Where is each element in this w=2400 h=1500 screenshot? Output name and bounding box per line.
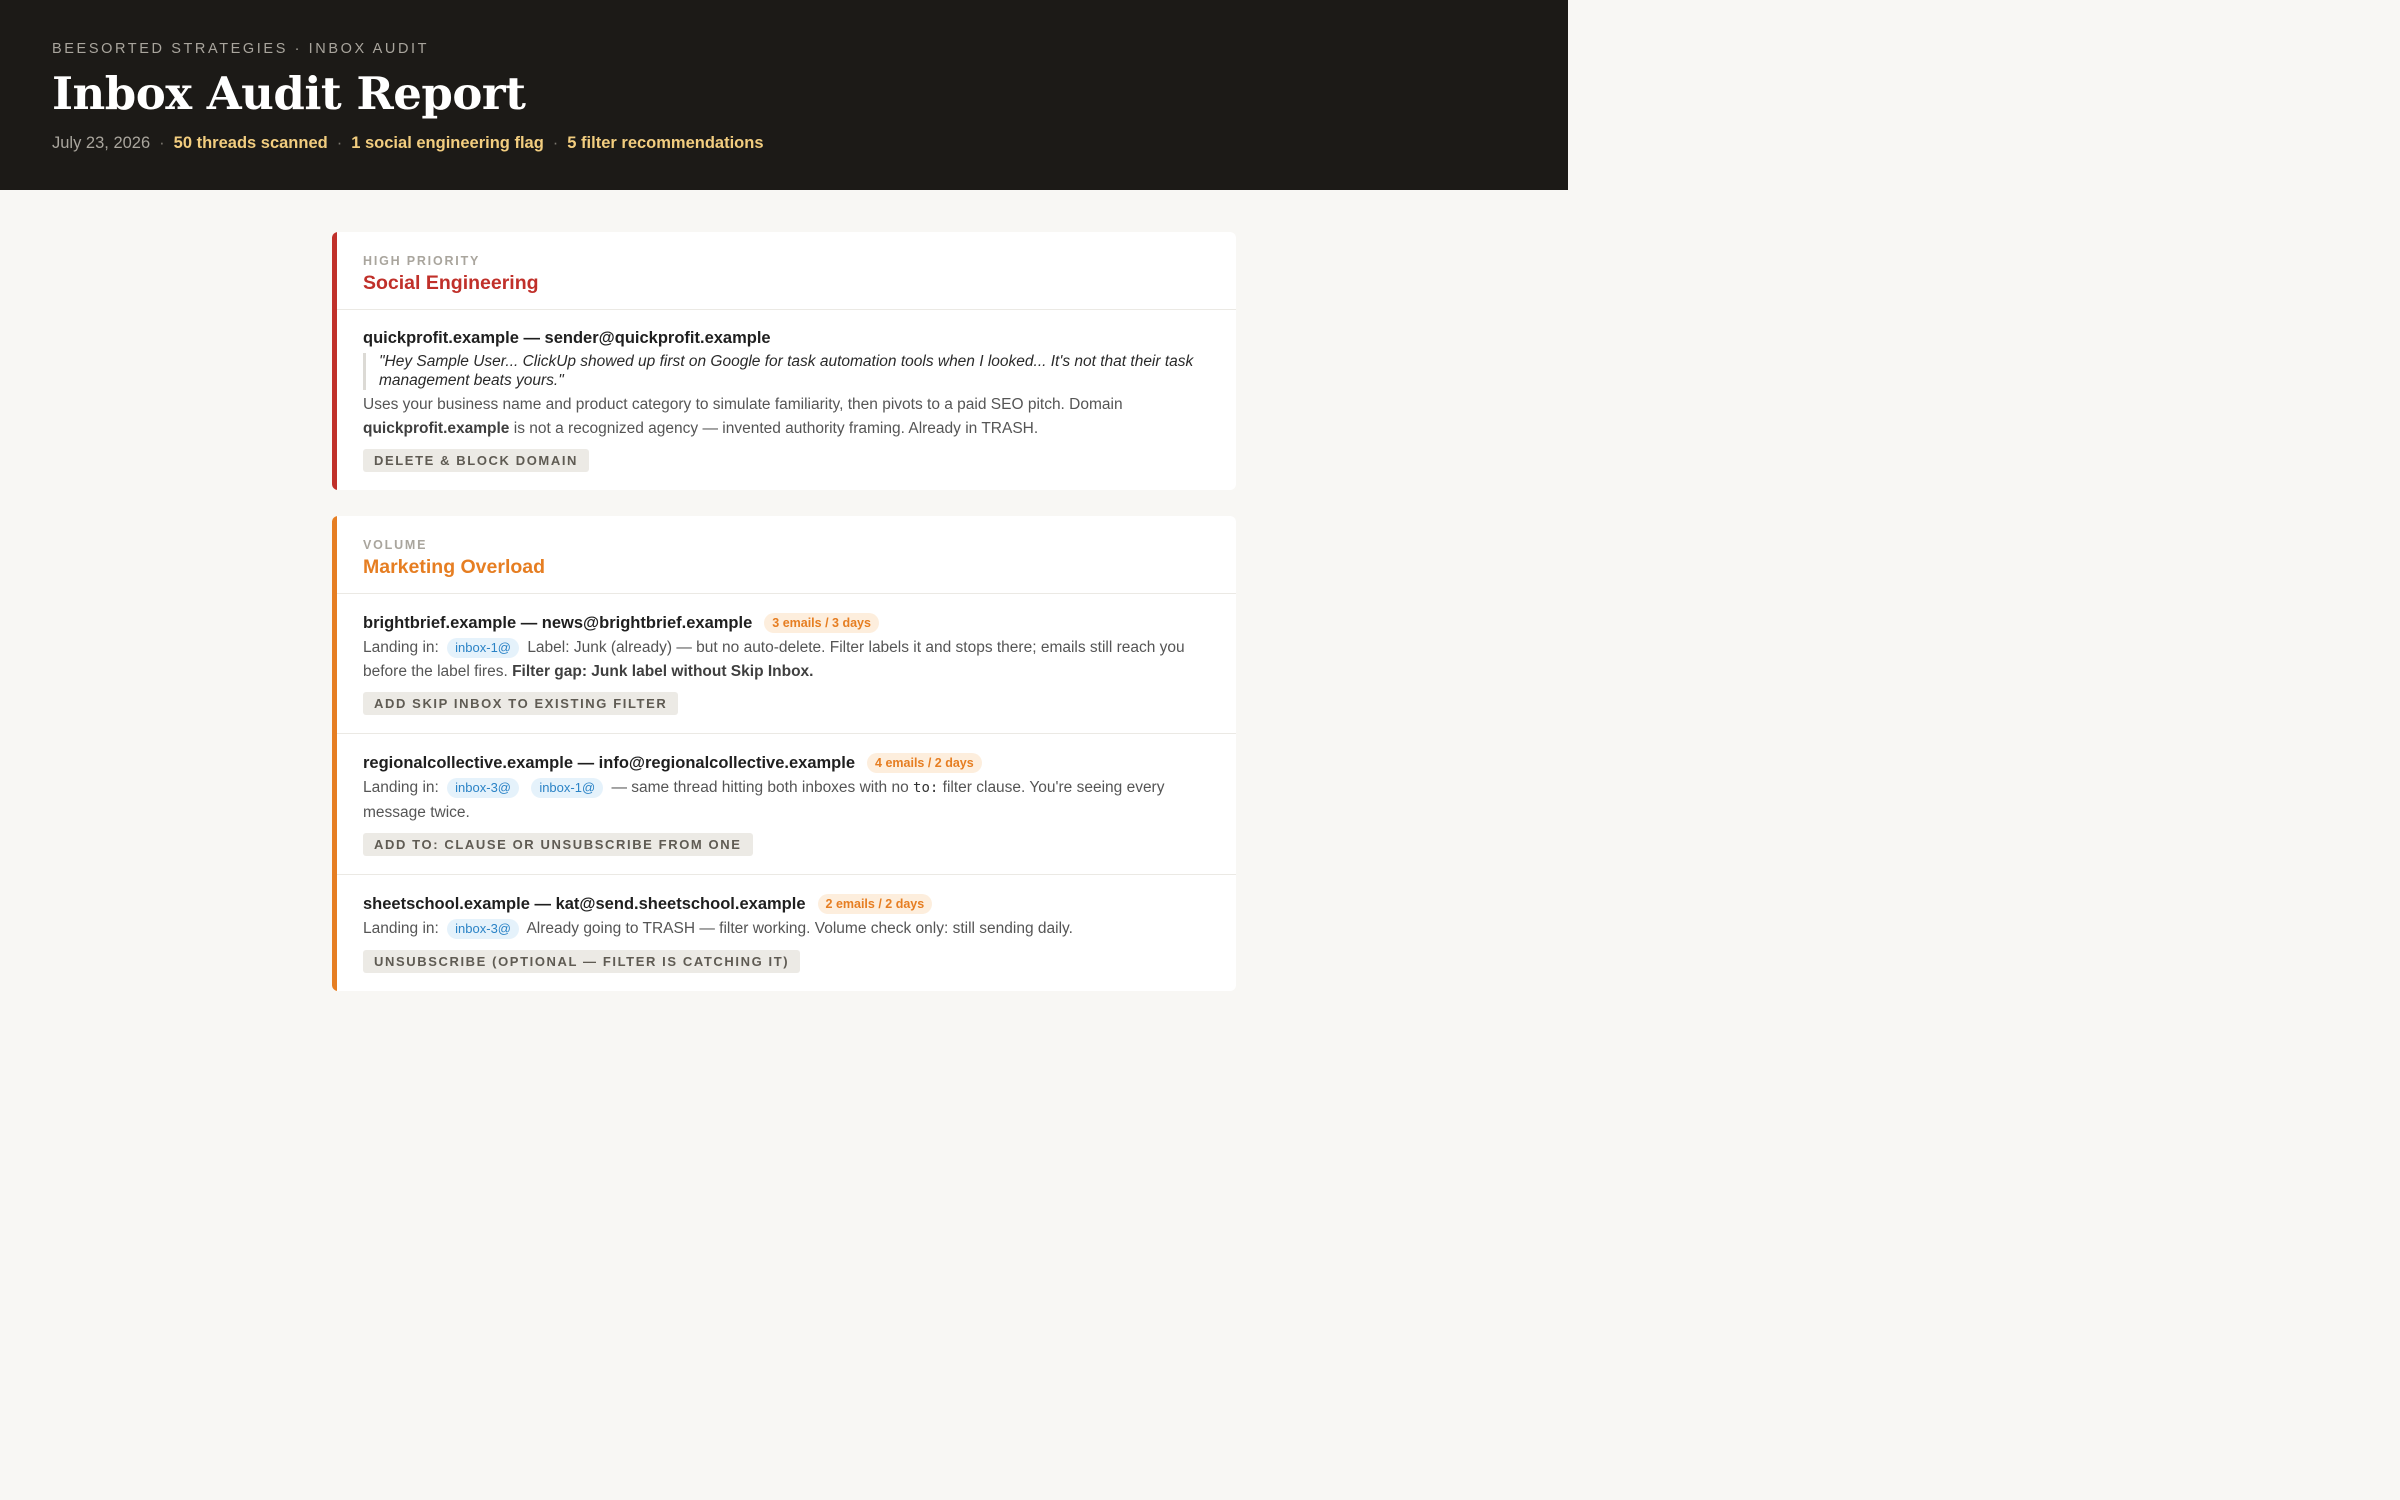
delete-block-domain-button[interactable]: DELETE & BLOCK DOMAIN [363,449,589,472]
description-text: Label: Junk (already) — but no auto-delete. Filter labels it and stops there; emails still reach you before the label fires. [363,639,1185,680]
meta-separator: · [159,134,165,152]
meta-separator: · [336,134,343,152]
section-title: Marketing Overload [363,556,546,578]
sender-address: regionalcollective.example — info@regionalcollective.example [363,753,856,772]
inbox-tag: inbox-3@ [447,778,519,798]
section-title: Social Engineering [363,272,539,294]
report-date: July 23, 2026 [52,134,151,152]
finding-description [363,636,1205,683]
email-count-badge: 3 emails / 3 days [764,613,879,633]
sender-line [363,753,1205,773]
social-engineering-card [332,232,1236,490]
sender-address: brightbrief.example — news@brightbrief.example [363,613,753,632]
email-count-badge: 4 emails / 2 days [867,753,982,773]
add-skip-inbox-button[interactable]: ADD SKIP INBOX TO EXISTING FILTER [363,692,678,715]
landing-label: Landing in: [363,920,439,937]
priority-label: VOLUME [363,538,428,552]
description-text: is not a recognized agency — invented authority framing. Already in TRASH. [513,419,1039,437]
sender-line [363,329,1205,348]
finding-description [363,776,1205,824]
filter-gap-note: Filter gap: Junk label without Skip Inbox. [512,662,814,680]
landing-label: Landing in: [363,639,439,656]
landing-label: Landing in: [363,779,439,796]
stat-threads-scanned: 50 threads scanned [173,134,328,152]
marketing-overload-card [332,516,1236,991]
page-title: Inbox Audit Report [52,67,526,120]
report-header [0,0,1568,190]
card-header [332,232,1236,310]
report-meta [52,134,1516,153]
inbox-tag: inbox-3@ [447,919,519,939]
description-domain: quickprofit.example [363,419,510,437]
stat-filter-recommendations: 5 filter recommendations [567,134,764,152]
description-text: Already going to TRASH — filter working. Volume check only: still sending daily. [526,920,1073,937]
description-text: Uses your business name and product category to simulate familiarity, then pivots to a paid SEO pitch. Domain [363,396,1123,413]
priority-label: HIGH PRIORITY [363,254,481,268]
report-content [332,232,1236,1017]
inbox-tag: inbox-1@ [447,638,519,658]
email-count-badge: 2 emails / 2 days [818,894,933,914]
finding-description [363,393,1205,440]
inbox-tag: inbox-1@ [531,778,603,798]
description-text: — same thread hitting both inboxes with no [611,779,909,796]
finding-item [332,875,1236,991]
add-to-clause-button[interactable]: ADD TO: CLAUSE OR UNSUBSCRIBE FROM ONE [363,833,753,856]
sender-address: quickprofit.example — sender@quickprofit.example [363,329,771,347]
finding-item [332,310,1236,490]
description-text: filter clause. You're seeing every message twice. [363,779,1165,821]
email-quote: "Hey Sample User... ClickUp showed up first on Google for task automation tools when I looked... It's not that their task management beats yours." [363,353,1205,390]
meta-separator: · [552,134,559,152]
unsubscribe-button[interactable]: UNSUBSCRIBE (OPTIONAL — FILTER IS CATCHING IT) [363,950,800,973]
sender-line [363,894,1205,914]
card-header [332,516,1236,594]
sender-address: sheetschool.example — kat@send.sheetschool.example [363,894,806,913]
finding-item [332,594,1236,734]
filter-clause-code: to: [913,780,939,796]
sender-line [363,613,1205,633]
report-kicker: BEESORTED STRATEGIES · INBOX AUDIT [52,41,430,57]
finding-item [332,734,1236,875]
stat-social-flags: 1 social engineering flag [351,134,544,152]
finding-description [363,917,1205,941]
